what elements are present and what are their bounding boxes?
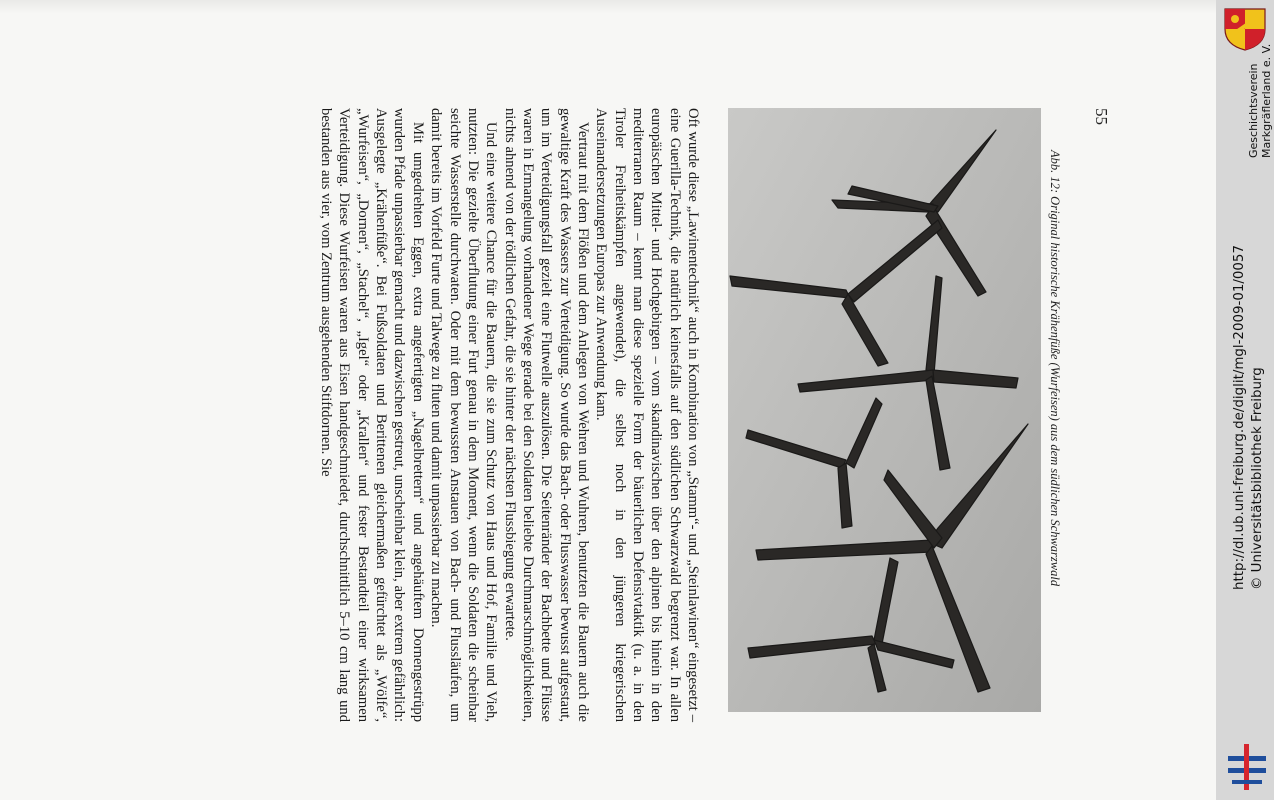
page-top-shadow xyxy=(0,0,1216,14)
copyright-notice: © Universitätsbibliothek Freiburg xyxy=(1250,367,1265,590)
page-number: 55 xyxy=(1092,108,1111,125)
paragraph-3: Und eine weitere Chance für die Bauern, die sie zum Schutz von Haus und Hof, Familie und Vieh, nutzten: Die gezielte Überflutung einer Furt genau in dem Moment, wenn die Soldaten die scheinbar seichte Wasserstelle durchwaten. Oder mit dem bewussten Anstauen von Bach- und Flussläufen, um damit bereits im Vorfeld Furte und Talwege zu fluten und damit unpassierbar zu machen. xyxy=(428,108,500,722)
caltrops-photo xyxy=(728,108,1041,712)
caltrops-illustration xyxy=(728,108,1041,712)
university-library-logo-icon xyxy=(1226,742,1268,792)
paragraph-1: Oft wurde diese „Lawinentechnik“ auch in Kombination von „Stamm“- und „Steinlawinen“ eingesetzt – eine Guerilla-Technik, die natürlich keinesfalls auf den südlichen Schwarzwald begrenzt war. In allen europäischen Mittel- und Hochgebirgen – vom skandinavischen über den alpinen bis hinein in den mediterranen Raum – kennt man diese spezielle Form der bäuerlichen Defensivtaktik (u. a. in den Tiroler Freiheitskämpfen angewendet), die selbst noch in den jüngeren kriegerischen Auseinandersetzungen Europas zur Anwendung kam. xyxy=(593,108,701,722)
association-region: Markgräflerland e. V. xyxy=(1260,43,1273,158)
figure-caption: Abb. 12: Original historische Krähenfüße (Wurfeisen) aus dem südlichen Schwarzwald xyxy=(1048,150,1062,587)
paragraph-2: Vertraut mit dem Flößen und dem Anlegen von Wehren und Wuhren, benutzten die Bauern auch die gewaltige Kraft des Wassers zur Verteidigung. So wurde das Bach- oder Flusswasser bewusst aufgestaut, um im Verteidigungsfall gezielt eine Flutwelle auszulösen. Die Seitenränder der Bachbette und Flüsse waren in Ermangelung vorhandener Wege gerade bei den Soldaten beliebte Durchmarschmöglichkeiten, nichts ahnend von der tödlichen Gefahr, die sie hinter der nächsten Flussbiegung erwartete. xyxy=(501,108,591,722)
association-name: Geschichtsverein xyxy=(1247,63,1260,158)
source-url-link[interactable]: http://dl.ub.uni-freiburg.de/diglit/mgl-2009-01/0057 xyxy=(1232,245,1247,590)
paragraph-4: Mit umgedrehten Eggen, extra angefertigten „Nagelbrettern“ und angehäuftem Dornengestrüpp wurden Pfade unpassierbar gemacht und dazwischen gestreut, unscheinbar klein, aber extrem gefährlich: Ausgelegte „Krähenfüße“. Bei Fußsoldaten und Berittenen gleichermaßen gefürchtet als „Wölfe“, „Wurfeisen“, „Dornen“, „Stachel“, „Igel“ oder „Krallen“ und fester Bestandteil einer wirksamen Verteidigung. Diese Wurfeisen waren aus Eisen handgeschmiedet, durchschnittlich 5–10 cm lang und bestanden aus vier, vom Zentrum ausgehenden Stiftdornen. Sie xyxy=(318,108,426,722)
body-text xyxy=(317,108,702,722)
